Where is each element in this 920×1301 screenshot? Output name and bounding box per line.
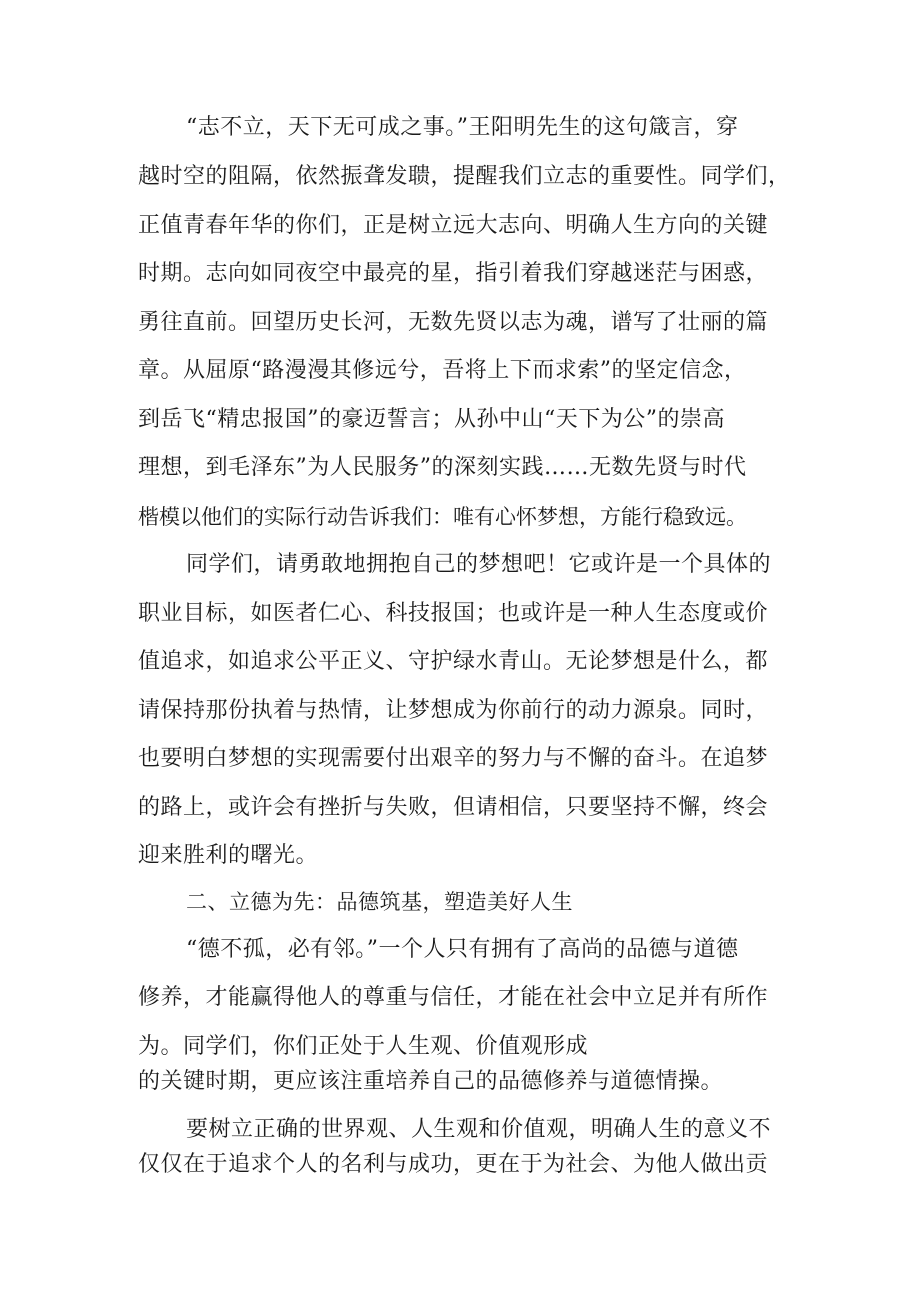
paragraph-1-line-1: “志不立，天下无可成之事。”王阳明先生的这句箴言，穿 [186, 115, 739, 140]
paragraph-3-line-3: 为。同学们，你们正处于人生观、价值观形成 [138, 1034, 589, 1059]
paragraph-2-line-1: 同学们，请勇敢地拥抱自己的梦想吧！它或许是一个具体的 [186, 552, 772, 577]
paragraph-3-line-2: 修养，才能赢得他人的尊重与信任，才能在社会中立足并有所作 [138, 985, 769, 1010]
paragraph-1-line-7: 到岳飞“精忠报国”的豪迈誓言；从孙中山“天下为公”的崇高 [138, 407, 725, 432]
paragraph-4-line-2: 仅仅在于追求个人的名利与成功，更在于为社会、为他人做出贡 [138, 1152, 769, 1177]
paragraph-1-line-2: 越时空的阻隔，依然振聋发聩，提醒我们立志的重要性。同学们， [138, 164, 791, 189]
paragraph-1-line-5: 勇往直前。回望历史长河，无数先贤以志为魂，谱写了壮丽的篇 [138, 310, 769, 335]
paragraph-2-line-4: 请保持那份执着与热情，让梦想成为你前行的动力源泉。同时， [138, 698, 769, 723]
paragraph-1-line-4: 时期。志向如同夜空中最亮的星，指引着我们穿越迷茫与困惑， [138, 261, 769, 286]
paragraph-2-line-3: 值追求，如追求公平正义、守护绿水青山。无论梦想是什么，都 [138, 649, 769, 674]
paragraph-1-line-9: 楷模以他们的实际行动告诉我们：唯有心怀梦想，方能行稳致远。 [138, 505, 747, 529]
paragraph-3-line-4: 的关键时期，更应该注重培养自己的品德修养与道德情操。 [138, 1069, 724, 1094]
paragraph-1-line-3: 正值青春年华的你们，正是树立远大志向、明确人生方向的关键 [138, 213, 769, 238]
paragraph-2-line-5: 也要明白梦想的实现需要付出艰辛的努力与不懈的奋斗。在追梦 [138, 746, 769, 771]
paragraph-2-line-6: 的路上，或许会有挫折与失败，但请相信，只要坚持不懈，终会 [138, 795, 769, 820]
paragraph-1-line-6: 章。从屈原“路漫漫其修远兮，吾将上下而求索”的坚定信念， [138, 358, 747, 383]
section-heading: 二、立德为先：品德筑基，塑造美好人生 [186, 890, 573, 914]
paragraph-1-line-8: 理想，到毛泽东”为人民服务”的深刻实践……无数先贤与时代 [138, 455, 747, 480]
paragraph-2-line-7: 迎来胜利的曙光。 [138, 843, 319, 868]
paragraph-2-line-2: 职业目标，如医者仁心、科技报国；也或许是一种人生态度或价 [138, 601, 769, 626]
paragraph-4-line-1: 要树立正确的世界观、人生观和价值观，明确人生的意义不 [186, 1117, 772, 1142]
paragraph-3-line-1: “德不孤，必有邻。”一个人只有拥有了高尚的品德与道德 [186, 937, 739, 962]
